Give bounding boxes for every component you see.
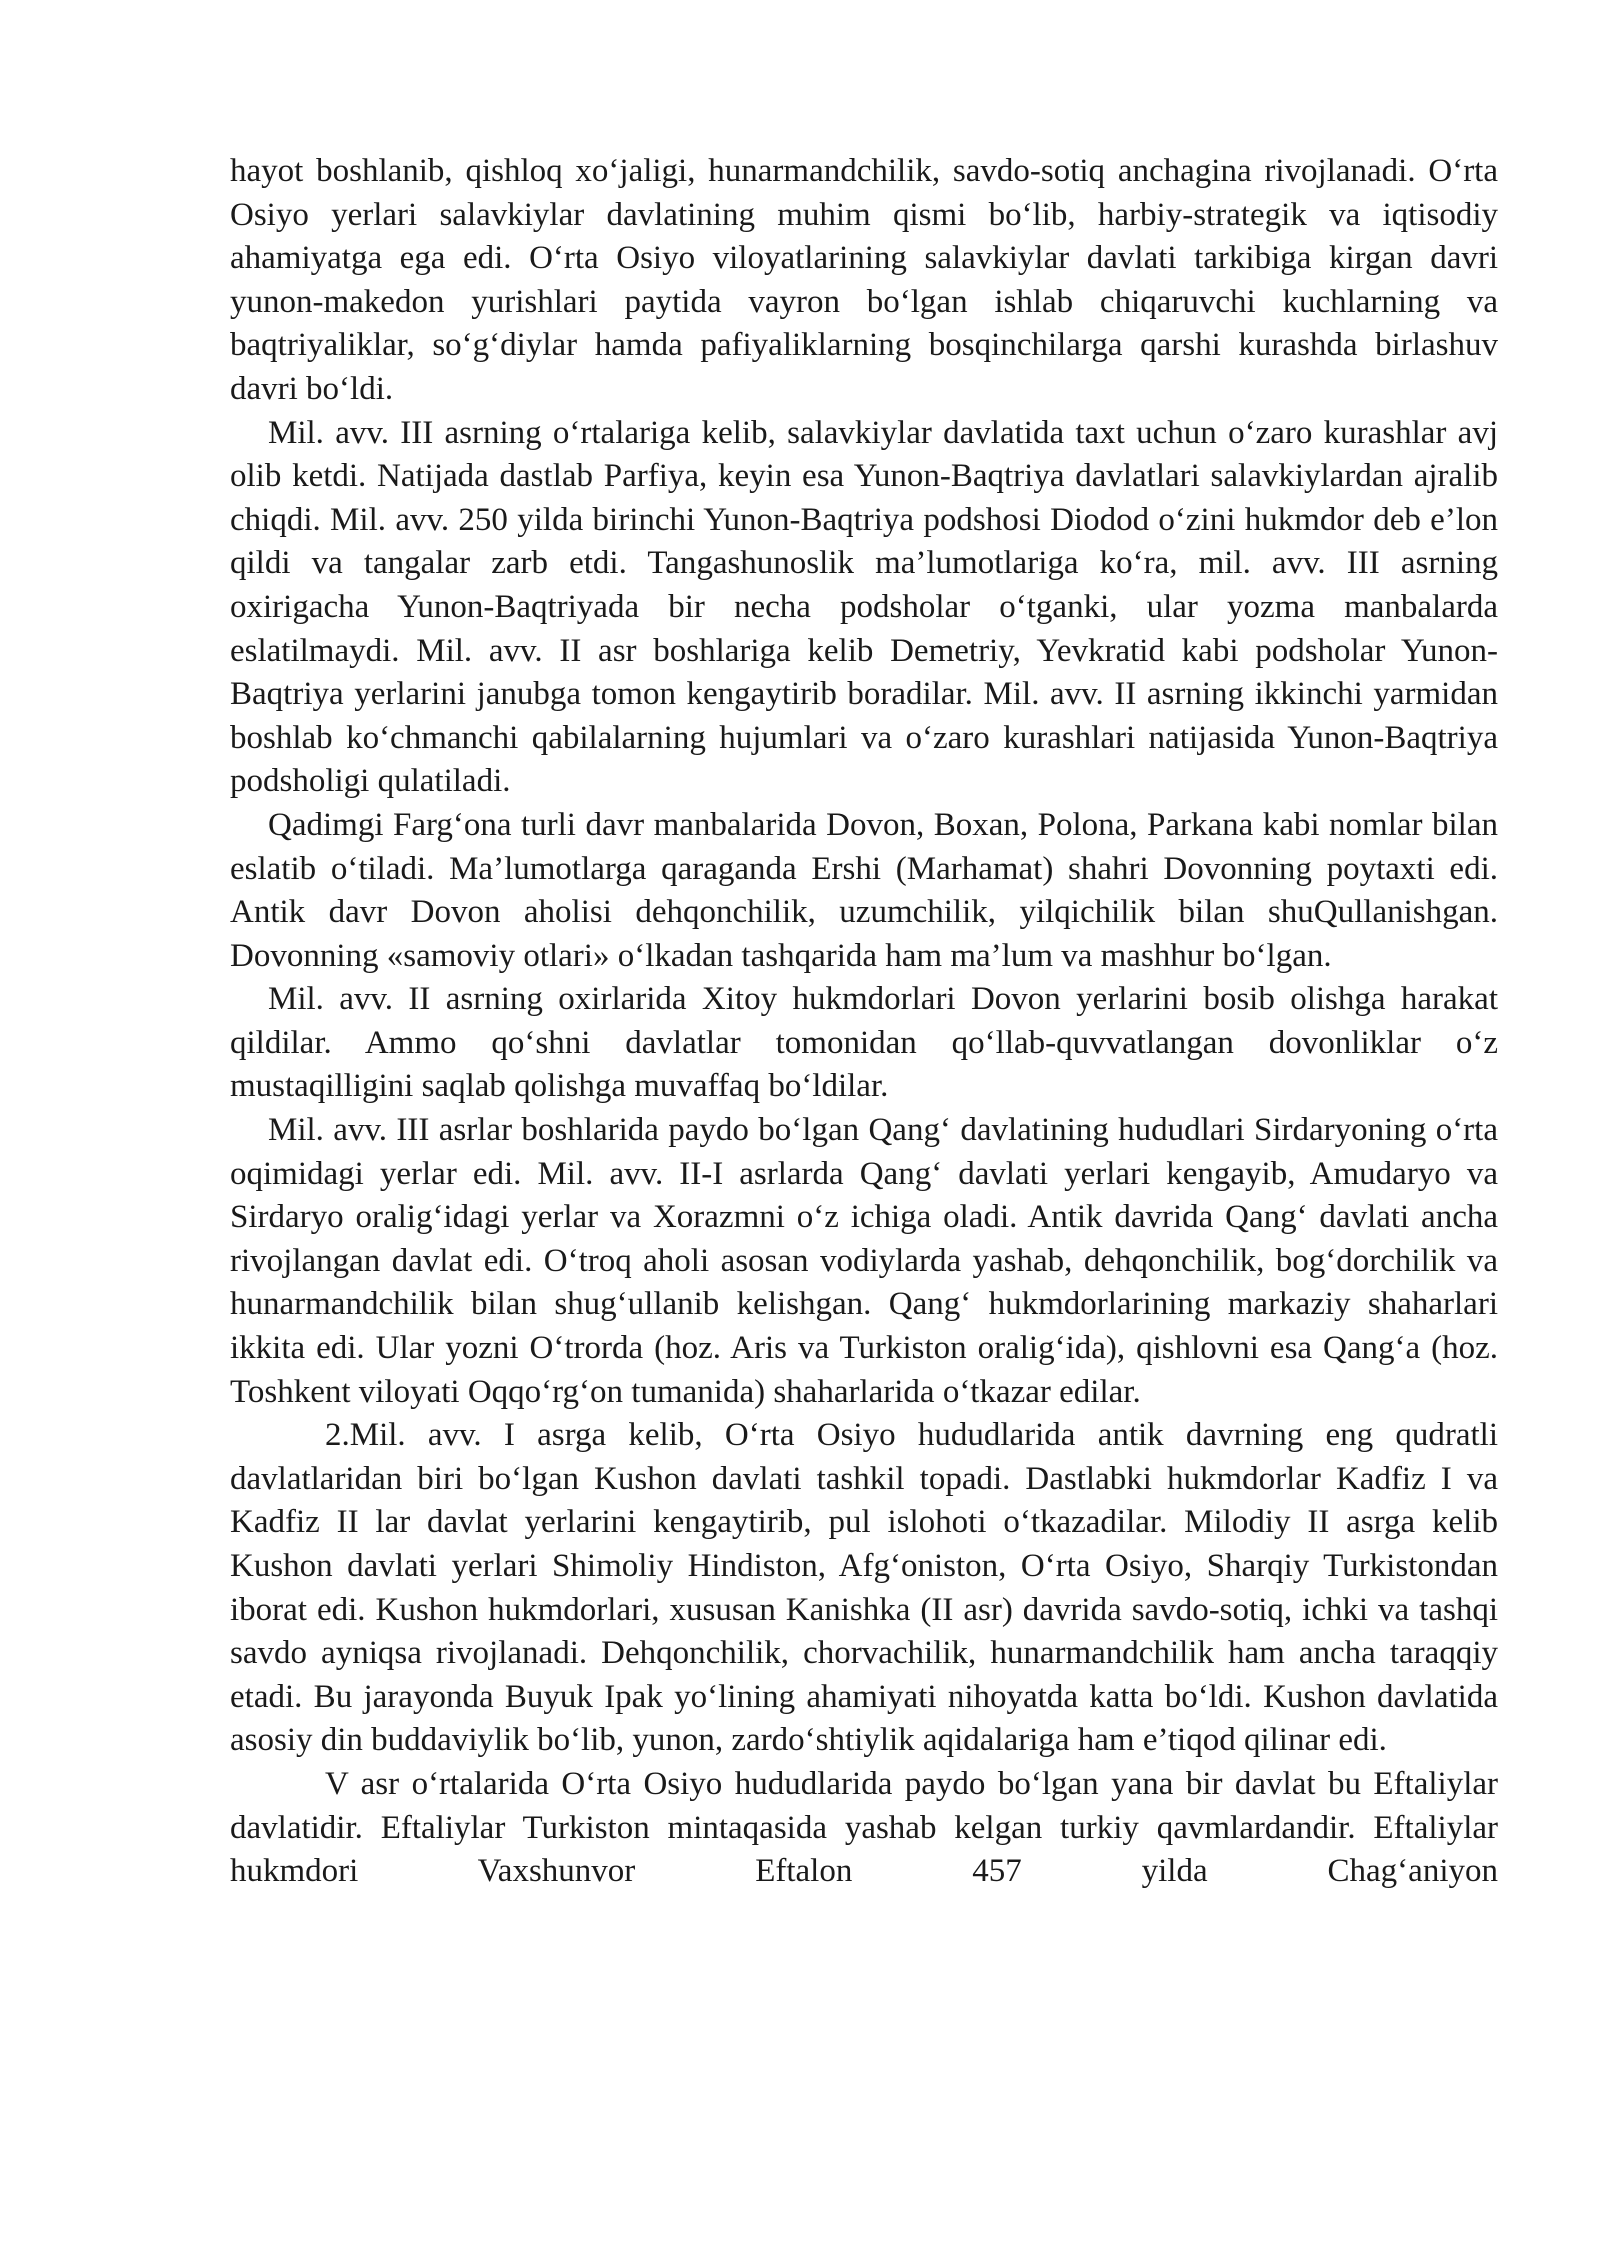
paragraph-yunon-baqtriya: Mil. avv. III asrning o‘rtalariga kelib, salavkiylar davlatida taxt uchun o‘zaro kurashlar avj olib ketdi. Natijada dastlab Parfiya, keyin esa Yunon-Baqtriya davlatlari salavkiylardan ajralib chiqdi. Mil. avv. 250 yilda birinchi Yunon-Baqtriya podshosi Diodod o‘zini hukmdor deb e’lon qildi va tangalar zarb etdi. Tangashunoslik ma’lumotlariga ko‘ra, mil. avv. III asrning oxirigacha Yunon-Baqtriyada bir necha podsholar o‘tganki, ular yozma manbalarda eslatilmaydi. Mil. avv. II asr boshlariga kelib Demetriy, Yevkratid kabi podsholar Yunon-Baqtriya yerlarini janubga tomon kengaytirib boradilar. Mil. avv. II asrning ikkinchi yarmidan boshlab ko‘chmanchi qabilalarning hujumlari va o‘zaro kurashlari natijasida Yunon-Baqtriya podsholigi qulatiladi. xyxy=(230,414,1498,800)
paragraph-qang-davlati: Mil. avv. III asrlar boshlarida paydo bo‘lgan Qang‘ davlatining hududlari Sirdaryoning o‘rta oqimidagi yerlar edi. Mil. avv. II-I asrlarda Qang‘ davlati yerlari kengayib, Amudaryo va Sirdaryo oralig‘idagi yerlar va Xorazmni o‘z ichiga oladi. Antik davrida Qang‘ davlati ancha rivojlangan davlat edi. O‘troq aholi asosan vodiylarda yashab, dehqonchilik, bog‘dorchilik va hunarmandchilik bilan shug‘ullanib kelishgan. Qang‘ hukmdorlarining markaziy shaharlari ikkita edi. Ular yozni O‘trorda (hoz. Aris va Turkiston oralig‘ida), qishlovni esa Qang‘a (hoz. Toshkent viloyati Oqqo‘rg‘on tumanida) shaharlarida o‘tkazar edilar. xyxy=(230,1112,1498,1410)
paragraph-kushon-davlati: 2.Mil. avv. I asrga kelib, O‘rta Osiyo hududlarida antik davrning eng qudratli davlatlaridan biri bo‘lgan Kushon davlati tashkil topadi. Dastlabki hukmdorlar Kadfiz I va Kadfiz II lar davlat yerlarini kengaytirib, pul islohoti o‘tkazadilar. Milodiy II asrga kelib Kushon davlati yerlari Shimoliy Hindiston, Afg‘oniston, O‘rta Osiyo, Sharqiy Turkistondan iborat edi. Kushon hukmdorlari, xususan Kanishka (II asr) davrida savdo-sotiq, ichki va tashqi savdo ayniqsa rivojlanadi. Dehqonchilik, chorvachilik, hunarmandchilik ham ancha taraqqiy etadi. Bu jarayonda Buyuk Ipak yo‘lining ahamiyati nihoyatda katta bo‘ldi. Kushon davlatida asosiy din buddaviylik bo‘lib, yunon, zardo‘shtiylik aqidalariga ham e’tiqod qilinar edi. xyxy=(230,1417,1498,1759)
paragraph-fargona-dovon: Qadimgi Farg‘ona turli davr manbalarida Dovon, Boxan, Polona, Parkana kabi nomlar bilan eslatib o‘tiladi. Ma’lumotlarga qaraganda Ershi (Marhamat) shahri Dovonning poytaxti edi. Antik davr Dovon aholisi dehqonchilik, uzumchilik, yilqichilik bilan shuQullanishgan. Dovonning «samoviy otlari» o‘lkadan tashqarida ham ma’lum va mashhur bo‘lgan. xyxy=(230,806,1498,974)
paragraph-xitoy-dovon: Mil. avv. II asrning oxirlarida Xitoy hukmdorlari Dovon yerlarini bosib olishga harakat qildilar. Ammo qo‘shni davlatlar tomonidan qo‘llab-quvvatlangan dovonliklar o‘z mustaqilligini saqlab qolishga muvaffaq bo‘ldilar. xyxy=(230,981,1498,1105)
paragraph-salavkiylar-intro: hayot boshlanib, qishloq xo‘jaligi, hunarmandchilik, savdo-sotiq anchagina rivojlanadi. O‘rta Osiyo yerlari salavkiylar davlatining muhim qismi bo‘lib, harbiy-strategik va iqtisodiy ahamiyatga ega edi. O‘rta Osiyo viloyatlarining salavkiylar davlati tarkibiga kirgan davri yunon-makedon yurishlari paytida vayron bo‘lgan ishlab chiqaruvchi kuchlarning va baqtriyaliklar, so‘g‘diylar hamda pafiyaliklarning bosqinchilarga qarshi kurashda birlashuv davri bo‘ldi. xyxy=(230,153,1498,407)
paragraph-eftaliylar: V asr o‘rtalarida O‘rta Osiyo hududlarida paydo bo‘lgan yana bir davlat bu Eftaliylar davlatidir. Eftaliylar Turkiston mintaqasida yashab kelgan turkiy qavmlardandir. Eftaliylar hukmdori Vaxshunvor Eftalon 457 yilda Chag‘aniyon xyxy=(230,1765,1498,1890)
document-page xyxy=(230,150,1498,1894)
